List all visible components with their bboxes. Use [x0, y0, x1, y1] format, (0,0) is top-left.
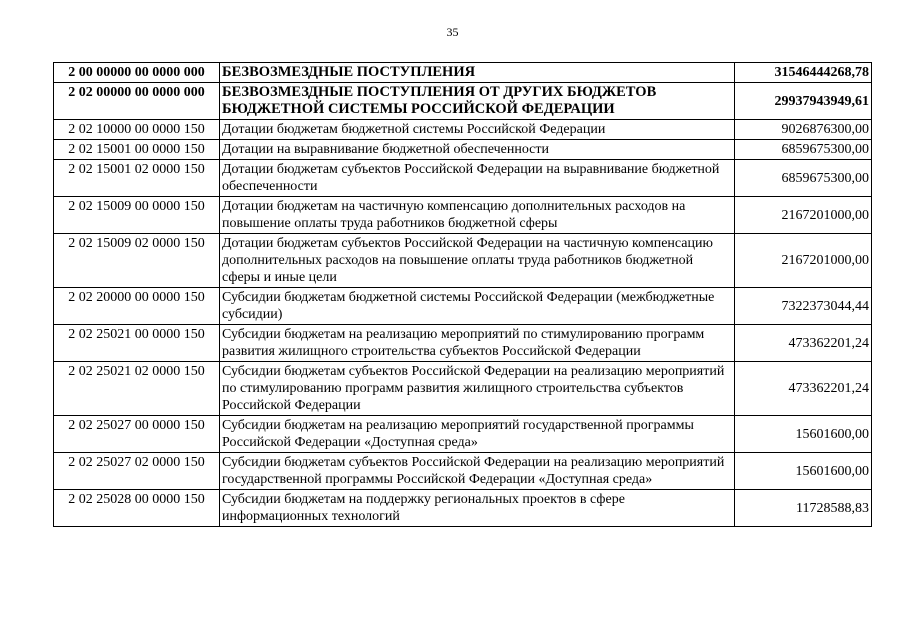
- table-row: [54, 490, 872, 527]
- amount-cell: 2167201000,00: [735, 234, 872, 288]
- revenue-name-cell: Субсидии бюджетам на поддержку региональных проектов в сфере информационных технологий: [220, 490, 735, 527]
- revenue-name-cell: Дотации на выравнивание бюджетной обеспеченности: [220, 140, 735, 160]
- budget-revenue-table: [53, 62, 872, 527]
- table-row: [54, 362, 872, 416]
- amount-cell: 29937943949,61: [735, 83, 872, 120]
- table-row: [54, 288, 872, 325]
- amount-cell: 31546444268,78: [735, 63, 872, 83]
- budget-code-cell: 2 02 25027 00 0000 150: [54, 416, 220, 453]
- budget-code-cell: 2 02 15009 00 0000 150: [54, 197, 220, 234]
- budget-code-cell: 2 02 15001 00 0000 150: [54, 140, 220, 160]
- budget-code-cell: 2 02 25028 00 0000 150: [54, 490, 220, 527]
- amount-cell: 473362201,24: [735, 325, 872, 362]
- amount-cell: 11728588,83: [735, 490, 872, 527]
- table-row: [54, 120, 872, 140]
- revenue-name-cell: Субсидии бюджетам на реализацию мероприятий государственной программы Российской Федерации «Доступная среда»: [220, 416, 735, 453]
- budget-code-cell: 2 02 25021 00 0000 150: [54, 325, 220, 362]
- amount-cell: 7322373044,44: [735, 288, 872, 325]
- revenue-name-cell: Дотации бюджетам бюджетной системы Российской Федерации: [220, 120, 735, 140]
- revenue-name-cell: Субсидии бюджетам субъектов Российской Федерации на реализацию мероприятий по стимулированию программ развития жилищного строительства субъектов Российской Федерации: [220, 362, 735, 416]
- page-number: 35: [446, 25, 459, 39]
- table-row: [54, 160, 872, 197]
- budget-code-cell: 2 02 10000 00 0000 150: [54, 120, 220, 140]
- table-body: [54, 63, 872, 527]
- revenue-name-cell: Субсидии бюджетам субъектов Российской Федерации на реализацию мероприятий государственной программы Российской Федерации «Доступная среда»: [220, 453, 735, 490]
- revenue-name-cell: Дотации бюджетам субъектов Российской Федерации на выравнивание бюджетной обеспеченности: [220, 160, 735, 197]
- budget-code-cell: 2 02 20000 00 0000 150: [54, 288, 220, 325]
- budget-code-cell: 2 02 15001 02 0000 150: [54, 160, 220, 197]
- amount-cell: 15601600,00: [735, 416, 872, 453]
- table-row: [54, 83, 872, 120]
- table-row: [54, 453, 872, 490]
- table-row: [54, 325, 872, 362]
- amount-cell: 2167201000,00: [735, 197, 872, 234]
- budget-code-cell: 2 02 25021 02 0000 150: [54, 362, 220, 416]
- revenue-name-cell: Дотации бюджетам субъектов Российской Федерации на частичную компенсацию дополнительных расходов на повышение оплаты труда работников бюджетной сферы и иные цели: [220, 234, 735, 288]
- budget-code-cell: 2 00 00000 00 0000 000: [54, 63, 220, 83]
- table-row: [54, 197, 872, 234]
- budget-code-cell: 2 02 15009 02 0000 150: [54, 234, 220, 288]
- table-row: [54, 63, 872, 83]
- budget-code-cell: 2 02 25027 02 0000 150: [54, 453, 220, 490]
- amount-cell: 6859675300,00: [735, 140, 872, 160]
- table-row: [54, 234, 872, 288]
- amount-cell: 473362201,24: [735, 362, 872, 416]
- revenue-name-cell: Дотации бюджетам на частичную компенсацию дополнительных расходов на повышение оплаты труда работников бюджетной сферы: [220, 197, 735, 234]
- revenue-name-cell: Субсидии бюджетам на реализацию мероприятий по стимулированию программ развития жилищного строительства субъектов Российской Федерации: [220, 325, 735, 362]
- revenue-name-cell: БЕЗВОЗМЕЗДНЫЕ ПОСТУПЛЕНИЯ ОТ ДРУГИХ БЮДЖЕТОВ БЮДЖЕТНОЙ СИСТЕМЫ РОССИЙСКОЙ ФЕДЕРАЦИИ: [220, 83, 735, 120]
- table-row: [54, 416, 872, 453]
- amount-cell: 6859675300,00: [735, 160, 872, 197]
- amount-cell: 15601600,00: [735, 453, 872, 490]
- revenue-name-cell: Субсидии бюджетам бюджетной системы Российской Федерации (межбюджетные субсидии): [220, 288, 735, 325]
- budget-code-cell: 2 02 00000 00 0000 000: [54, 83, 220, 120]
- table-row: [54, 140, 872, 160]
- amount-cell: 9026876300,00: [735, 120, 872, 140]
- revenue-name-cell: БЕЗВОЗМЕЗДНЫЕ ПОСТУПЛЕНИЯ: [220, 63, 735, 83]
